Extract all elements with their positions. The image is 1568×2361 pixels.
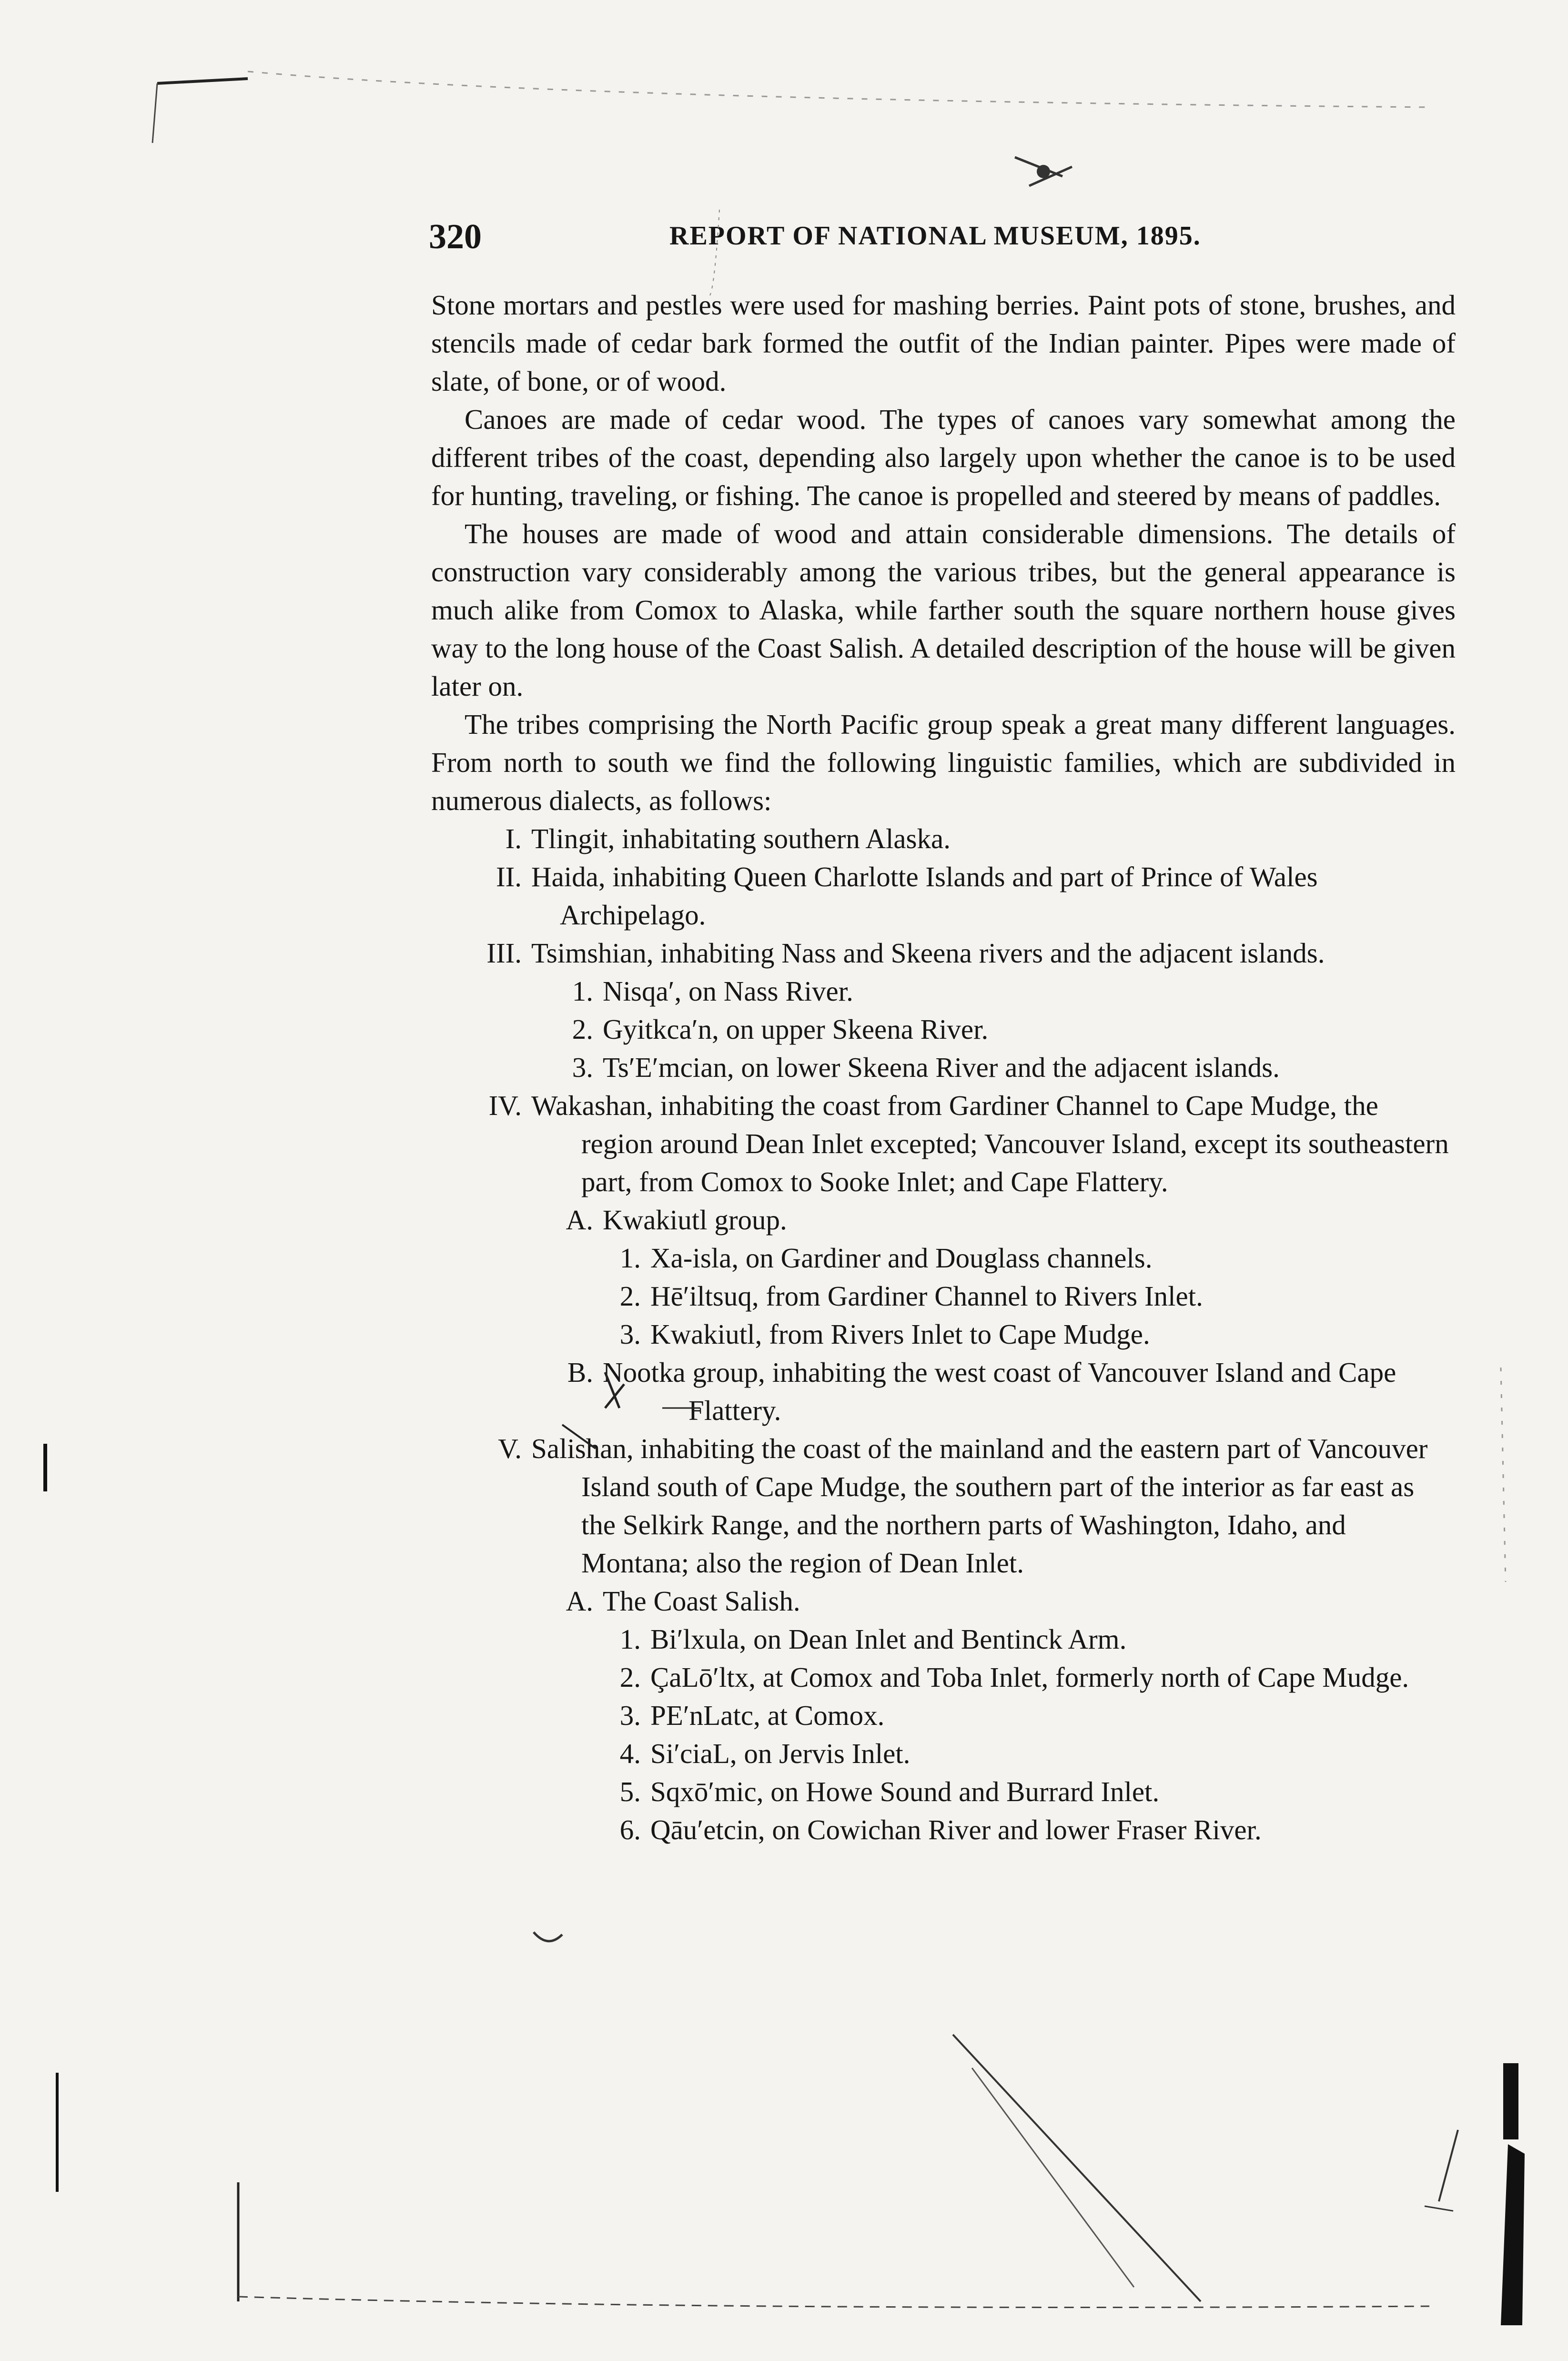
family-text: Salishan, inhabiting the coast of the mainland and the eastern part of Vancouver Island south of Cape Mudge, the southern part of the interior as far east as the Selkirk Range, and the northern parts of Washington, Idaho, and Montana; also the region of Dean Inlet. xyxy=(531,1433,1428,1579)
group-text: The Coast Salish. xyxy=(603,1585,800,1617)
family-item xyxy=(431,858,1456,934)
dialect-text: Bi′lxula, on Dean Inlet and Bentinck Arm. xyxy=(650,1623,1127,1655)
dialect-number: 1. xyxy=(619,1242,641,1274)
family-numeral: I. xyxy=(505,823,522,854)
dialect-item xyxy=(431,1048,1456,1086)
dialect-number: 5. xyxy=(619,1776,641,1807)
family-numeral: IV. xyxy=(488,1090,522,1121)
group-letter: B. xyxy=(567,1357,593,1388)
dialect-item xyxy=(431,1734,1456,1773)
dialect-text: ÇaLō′ltx, at Comox and Toba Inlet, formerly north of Cape Mudge. xyxy=(650,1662,1409,1693)
group-letter: A. xyxy=(566,1585,593,1617)
dialect-text: Sqxō′mic, on Howe Sound and Burrard Inlet. xyxy=(650,1776,1160,1807)
family-numeral: III. xyxy=(486,937,522,969)
family-item xyxy=(431,820,1456,858)
family-item xyxy=(431,1429,1456,1582)
dialect-item xyxy=(431,972,1456,1010)
family-text: Wakashan, inhabiting the coast from Gardiner Channel to Cape Mudge, the region around Dean Inlet excepted; Vancouver Island, except its southeastern part, from Comox to Sooke Inlet; and Cape Flattery. xyxy=(531,1090,1449,1197)
dialect-number: 2. xyxy=(572,1013,593,1045)
page-header xyxy=(429,217,1458,260)
dialect-item xyxy=(431,1696,1456,1734)
family-text: Tlingit, inhabitating southern Alaska. xyxy=(531,823,951,854)
dialect-text: Ts′E′mcian, on lower Skeena River and the adjacent islands. xyxy=(603,1052,1280,1083)
dialect-number: 6. xyxy=(619,1814,641,1845)
dialect-number: 1. xyxy=(572,975,593,1007)
paragraph-tools: Stone mortars and pestles were used for mashing berries. Paint pots of stone, brushes, and stencils made of cedar bark formed the outfit of the Indian painter. Pipes were made of slate, of bone, or of wood. xyxy=(431,289,1456,397)
linguistic-family-list xyxy=(431,820,1456,1849)
dialect-item xyxy=(431,1315,1456,1353)
dialect-text: Kwakiutl, from Rivers Inlet to Cape Mudge. xyxy=(650,1318,1150,1350)
page-number: 320 xyxy=(429,217,482,256)
paragraph-canoes: Canoes are made of cedar wood. The types of canoes vary somewhat among the different tribes of the coast, depending also largely upon whether the canoe is to be used for hunting, traveling, or fishing. The canoe is propelled and steered by means of paddles. xyxy=(431,404,1456,511)
family-text: Haida, inhabiting Queen Charlotte Islands and part of Prince of Wales Archipelago. xyxy=(531,861,1318,931)
dialect-item xyxy=(431,1773,1456,1811)
group-item xyxy=(431,1201,1456,1239)
group-text: Kwakiutl group. xyxy=(603,1204,787,1236)
dialect-item xyxy=(431,1620,1456,1658)
paragraph-languages: The tribes comprising the North Pacific group speak a great many different languages. From north to south we find the following linguistic families, which are subdivided in numerous dialects, as follows: xyxy=(431,709,1456,816)
family-numeral: V. xyxy=(498,1433,522,1464)
dialect-text: Gyitkca′n, on upper Skeena River. xyxy=(603,1013,989,1045)
dialect-text: Si′ciaL, on Jervis Inlet. xyxy=(650,1738,910,1769)
dialect-number: 4. xyxy=(619,1738,641,1769)
dialect-number: 2. xyxy=(619,1280,641,1312)
page-body xyxy=(431,286,1456,1849)
dialect-text: Nisqa′, on Nass River. xyxy=(603,975,853,1007)
group-item xyxy=(431,1582,1456,1620)
family-numeral: II. xyxy=(496,861,522,892)
dialect-number: 1. xyxy=(619,1623,641,1655)
running-title: REPORT OF NATIONAL MUSEUM, 1895. xyxy=(669,221,1201,251)
family-item xyxy=(431,934,1456,972)
dialect-text: Xa-isla, on Gardiner and Douglass channels. xyxy=(650,1242,1153,1274)
group-letter: A. xyxy=(566,1204,593,1236)
dialect-item xyxy=(431,1658,1456,1696)
dialect-item xyxy=(431,1239,1456,1277)
family-item xyxy=(431,1086,1456,1201)
family-text: Tsimshian, inhabiting Nass and Skeena rivers and the adjacent islands. xyxy=(531,937,1325,969)
dialect-number: 3. xyxy=(619,1318,641,1350)
dialect-item xyxy=(431,1010,1456,1048)
dialect-item xyxy=(431,1811,1456,1849)
dialect-number: 3. xyxy=(572,1052,593,1083)
dialect-text: PE′nLatc, at Comox. xyxy=(650,1700,885,1731)
group-item xyxy=(431,1353,1456,1429)
dialect-item xyxy=(431,1277,1456,1315)
dialect-number: 2. xyxy=(619,1662,641,1693)
group-text: Nootka group, inhabiting the west coast of Vancouver Island and Cape Flattery. xyxy=(603,1357,1396,1426)
paragraph-houses: The houses are made of wood and attain considerable dimensions. The details of construction vary considerably among the various tribes, but the general appearance is much alike from Comox to Alaska, while farther south the square northern house gives way to the long house of the Coast Salish. A detailed description of the house will be given later on. xyxy=(431,518,1456,702)
dialect-number: 3. xyxy=(619,1700,641,1731)
dialect-text: Qāu′etcin, on Cowichan River and lower Fraser River. xyxy=(650,1814,1262,1845)
dialect-text: Hē′iltsuq, from Gardiner Channel to Rivers Inlet. xyxy=(650,1280,1203,1312)
